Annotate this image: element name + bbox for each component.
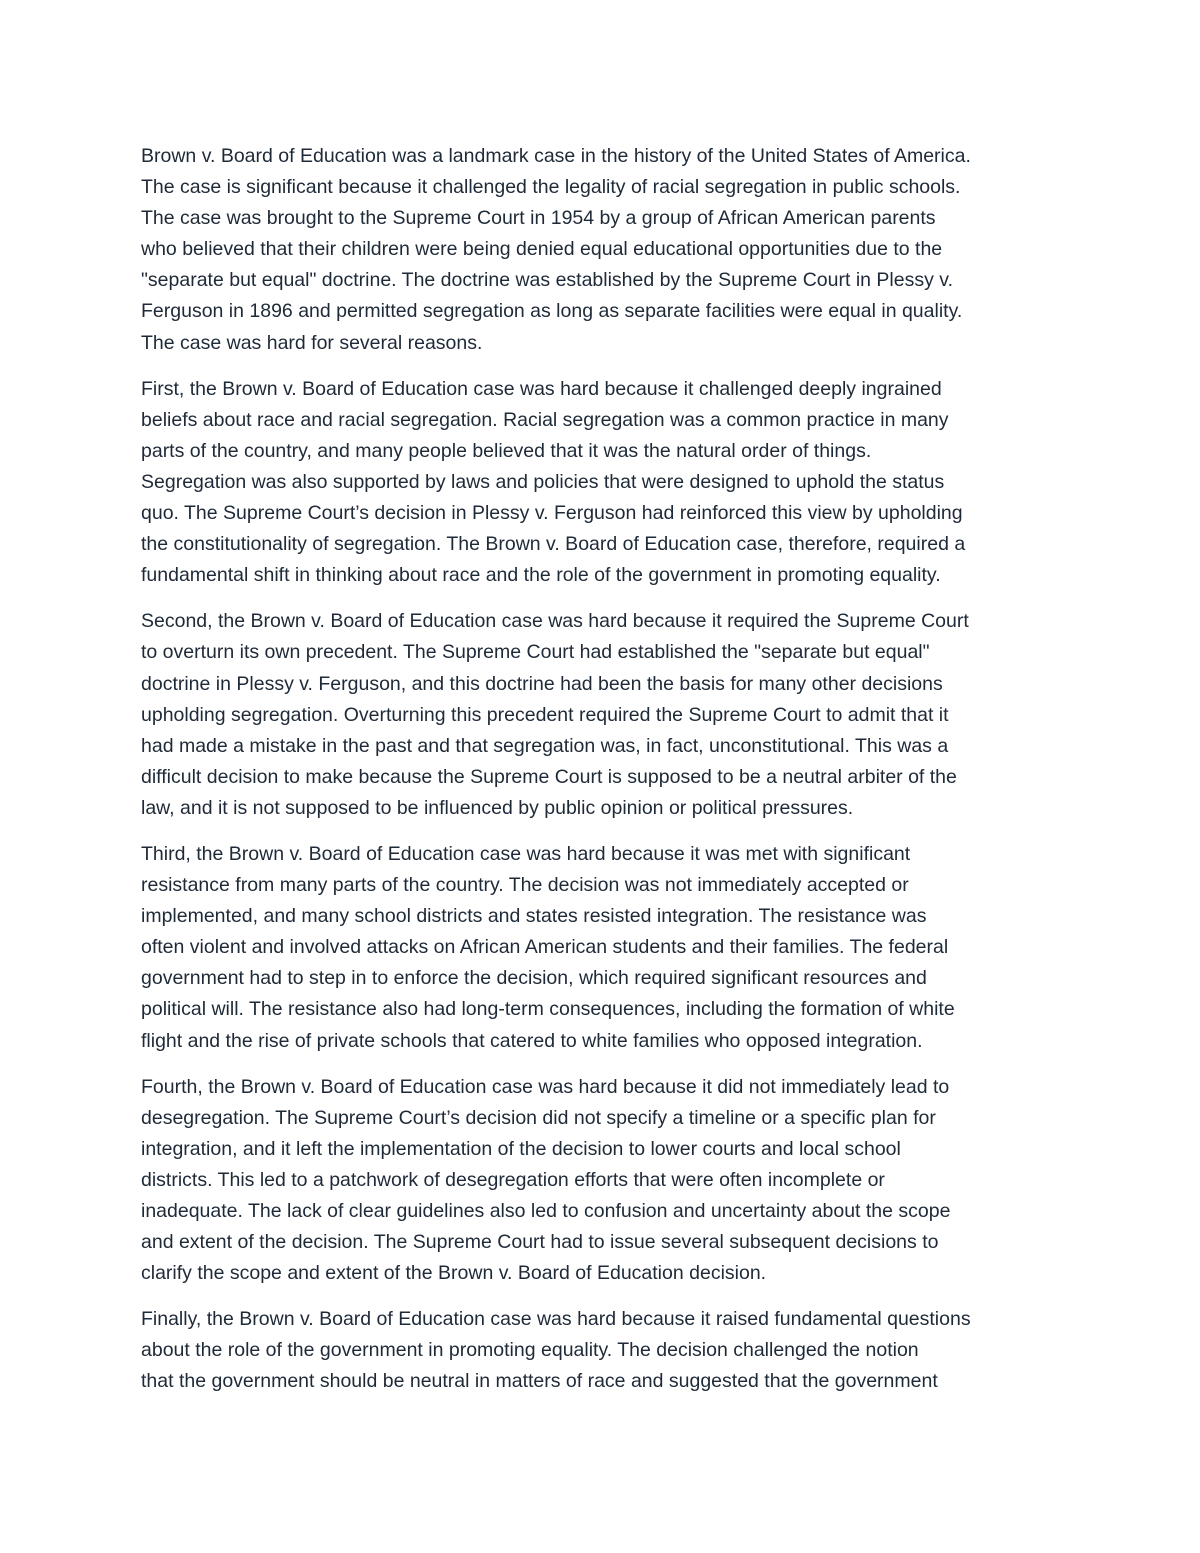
text-line: difficult decision to make because the Supreme Court is supposed to be a neutral arbiter of the [141,765,957,788]
text-line: doctrine in Plessy v. Ferguson, and this doctrine had been the basis for many other decisions [141,672,943,695]
text-line: integration, and it left the implementation of the decision to lower courts and local school [141,1137,901,1160]
text-line: often violent and involved attacks on African American students and their families. The federal [141,936,949,959]
text-line: districts. This led to a patchwork of desegregation efforts that were often incomplete or [141,1168,885,1191]
paragraph-intro [141,141,1101,359]
text-line: inadequate. The lack of clear guidelines also led to confusion and uncertainty about the scope [141,1200,951,1222]
text-line: Third, the Brown v. Board of Education case was hard because it was met with significant [141,842,911,865]
text-line: The case was hard for several reasons. [141,331,483,354]
text-line: beliefs about race and racial segregation. Racial segregation was a common practice in many [141,408,949,431]
text-line: to overturn its own precedent. The Supreme Court had established the "separate but equal" [141,641,930,664]
text-line: parts of the country, and many people believed that it was the natural order of things. [141,439,872,462]
text-line: Second, the Brown v. Board of Education case was hard because it required the Supreme Court [141,610,969,633]
paragraph-third-reason [141,839,1101,1057]
paragraph-final-reason [141,1304,1101,1397]
text-line: clarify the scope and extent of the Brown v. Board of Education decision. [141,1262,767,1285]
paragraph-second-reason [141,606,1101,824]
text-line: upholding segregation. Overturning this precedent required the Supreme Court to admit that it [141,703,949,726]
text-line: implemented, and many school districts and states resisted integration. The resistance was [141,905,927,928]
text-line: flight and the rise of private schools that catered to white families who opposed integration. [141,1029,923,1052]
text-line: The case was brought to the Supreme Court in 1954 by a group of African American parents [141,207,936,230]
text-line: desegregation. The Supreme Court’s decision did not specify a timeline or a specific plan for [141,1106,936,1129]
text-line: who believed that their children were being denied equal educational opportunities due to the [141,238,943,261]
text-line: Brown v. Board of Education was a landmark case in the history of the United States of America. [141,145,971,167]
text-line: and extent of the decision. The Supreme Court had to issue several subsequent decisions to [141,1231,939,1254]
text-line: political will. The resistance also had long-term consequences, including the formation of white [141,998,955,1021]
text-line: "separate but equal" doctrine. The doctrine was established by the Supreme Court in Plessy v. [141,269,953,292]
text-line: resistance from many parts of the country. The decision was not immediately accepted or [141,874,909,897]
text-line: that the government should be neutral in matters of race and suggested that the government [141,1370,938,1393]
text-line: Segregation was also supported by laws and policies that were designed to uphold the status [141,470,945,493]
text-line: First, the Brown v. Board of Education case was hard because it challenged deeply ingrained [141,377,942,400]
paragraph-fourth-reason [141,1072,1101,1290]
text-line: government had to step in to enforce the decision, which required significant resources and [141,967,927,990]
text-line: about the role of the government in promoting equality. The decision challenged the notion [141,1339,919,1362]
text-line: Ferguson in 1896 and permitted segregation as long as separate facilities were equal in quality. [141,300,963,323]
text-line: Finally, the Brown v. Board of Education case was hard because it raised fundamental questions [141,1308,971,1331]
text-line: quo. The Supreme Court’s decision in Plessy v. Ferguson had reinforced this view by upholding [141,502,963,525]
text-line: Fourth, the Brown v. Board of Education case was hard because it did not immediately lead to [141,1075,950,1098]
text-line: had made a mistake in the past and that segregation was, in fact, unconstitutional. This was a [141,734,949,757]
text-line: The case is significant because it challenged the legality of racial segregation in public schools. [141,176,961,199]
paragraph-first-reason [141,374,1101,592]
text-line: law, and it is not supposed to be influenced by public opinion or political pressures. [141,796,854,819]
text-line: the constitutionality of segregation. The Brown v. Board of Education case, therefore, required a [141,533,966,556]
text-line: fundamental shift in thinking about race and the role of the government in promoting equality. [141,564,941,587]
document-body [141,141,1101,1413]
